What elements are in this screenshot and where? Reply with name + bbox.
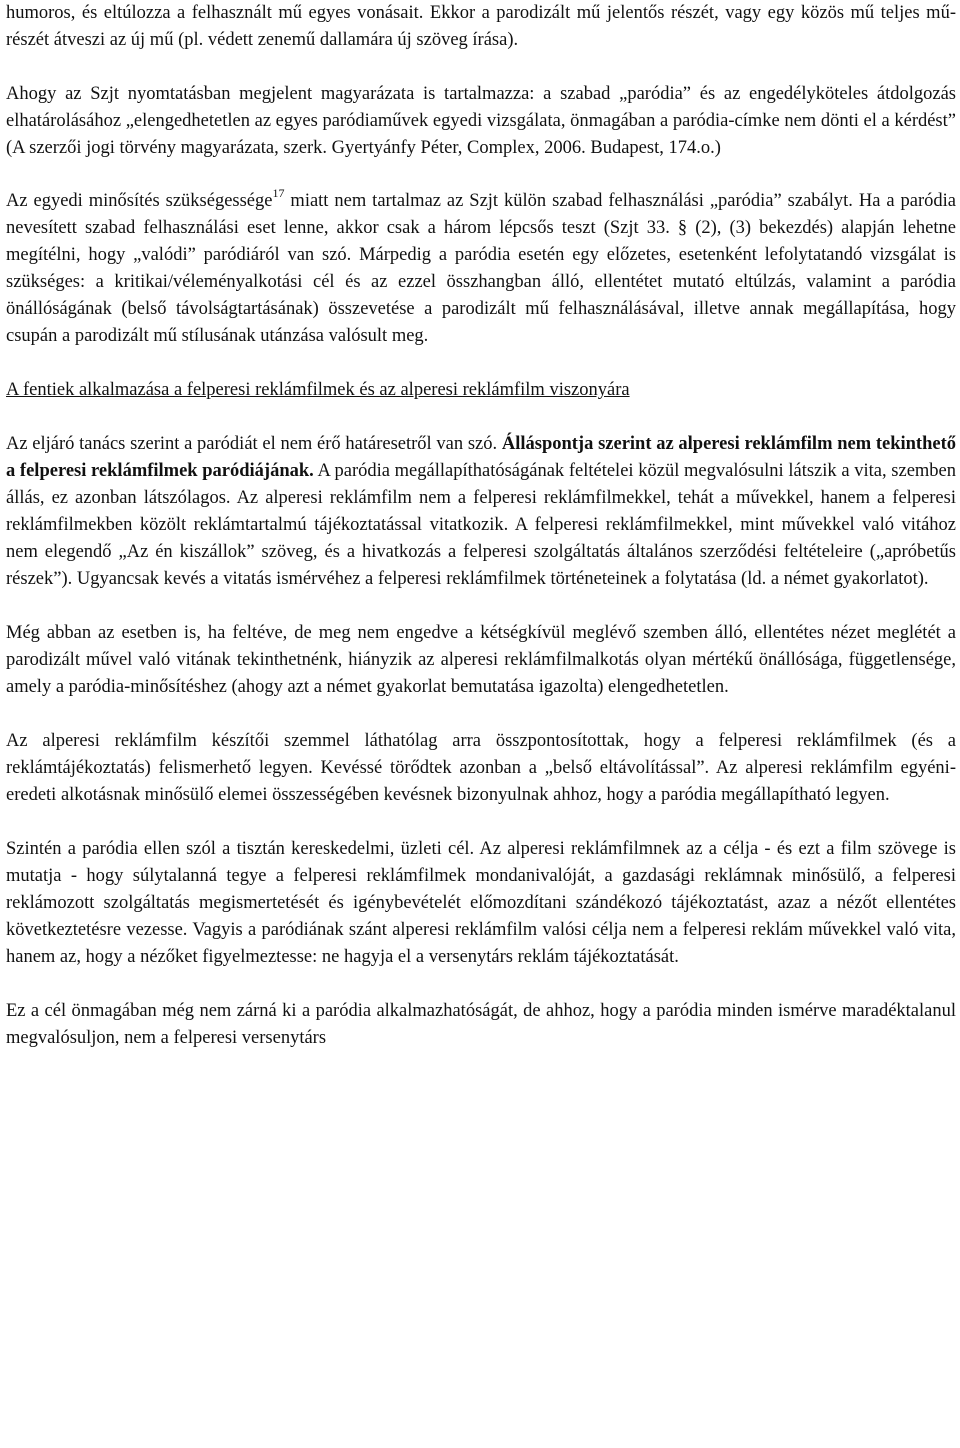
paragraph-commentary: Ahogy az Szjt nyomtatásban megjelent magyarázata is tartalmazza: a szabad „paródia” és az engedélyköteles átdolgozás elhatárolásához „elengedhetetlen az egyes paródiaművek egyedi vizsgálata, önmagában a paródia-címke nem dönti el a kérdést” (A szerzői jogi törvény magyarázata, szerk. Gyertyánfy Péter, Complex, 2006. Budapest, 174.o.) <box>6 84 956 158</box>
paragraph-conclusion: Ez a cél önmagában még nem zárná ki a paródia alkalmazhatóságát, de ahhoz, hogy a paródia minden ismérve maradéktalanul megvalósuljon, nem a felperesi versenytárs <box>6 1001 956 1048</box>
paragraph-commercial-purpose: Szintén a paródia ellen szól a tisztán kereskedelmi, üzleti cél. Az alperesi reklámfilmnek az a célja - és ezt a film szövege is mutatja - hogy súlytalanná tegye a felperesi reklámfilmek mondanivalóját, a gazdasági reklámnak minősülő, a felperesi reklámozott szolgáltatás megismertetését és igénybevételét előmozdítani szándékozó tájékoztatást, azaz a nézőt ellentétes következtetésre vezesse. Vagyis a paródiának szánt alperesi reklámfilm valósi célja nem a felperesi reklám művekkel való vita, hanem az, hogy a nézőket figyelmeztesse: ne hagyja el a versenytárs reklám tájékoztatását. <box>6 839 956 967</box>
footnote-ref: 17 <box>272 186 285 200</box>
paragraph-text: A paródia megállapíthatóságának feltételei közül megvalósulni látszik a vita, szemben állás, ez azonban látszólagos. Az alperesi reklámfilm nem a felperesi reklámfilmekkel, tehát a művekkel, hanem a felperesi reklámfilmekben közölt reklámtartalmú tájékoztatással vitatkozik. A felperesi reklámfilmekkel, mint művekkel való vitához nem elegendő „Az én kiszállok” szöveg, és a hivatkozás a felperesi szolgáltatás általános szerződési feltételeire („apróbetűs részek”). Ugyancsak kevés a vitatás ismérvéhez a felperesi reklámfilmek történeteinek a folytatása (ld. a német gyakorlatot). <box>6 461 957 589</box>
bold-statement: Álláspontja szerint az alperesi reklámfilm nem tekinthető a felperesi reklámfilmek paródiájának. <box>6 434 956 481</box>
paragraph-tribunal-view <box>6 431 956 593</box>
section-heading: A fentiek alkalmazása a felperesi reklámfilmek és az alperesi reklámfilm viszonyára <box>6 380 630 400</box>
paragraph-text: Az eljáró tanács szerint a paródiát el nem érő határesetről van szó. <box>6 434 502 454</box>
paragraph-makers-focus: Az alperesi reklámfilm készítői szemmel láthatólag arra összpontosítottak, hogy a felperesi reklámfilmek (és a reklámtájékoztatás) felismerhető legyen. Kevéssé törődtek azonban a „belső eltávolítással”. Az alperesi reklámfilm egyéni-eredeti alkotásnak minősülő elemei összességében kevésnek bizonyulnak ahhoz, hogy a paródia megállapítható legyen. <box>6 731 956 805</box>
paragraph-individual-assessment <box>6 188 956 350</box>
paragraph-even-in-case: Még abban az esetben is, ha feltéve, de meg nem engedve a kétségkívül meglévő szemben álló, ellentétes nézet meglétét a parodizált művel való vitának tekinthetnénk, hiányzik az alperesi reklámfilmalkotás olyan mértékű önállósága, függetlensége, amely a paródia-minősítéshez (ahogy azt a német gyakorlat bemutatása igazolta) elengedhetetlen. <box>6 623 956 697</box>
paragraph-intro: humoros, és eltúlozza a felhasznált mű egyes vonásait. Ekkor a parodizált mű jelentős részét, vagy egy közös mű teljes mű-részét átveszi az új mű (pl. védett zenemű dallamára új szöveg írása). <box>6 3 956 50</box>
document-page <box>6 0 956 1052</box>
paragraph-text: miatt nem tartalmaz az Szjt külön szabad felhasználási „paródia” szabályt. Ha a paródia nevesített szabad felhasználási eset lenne, akkor csak a három lépcsős teszt (Szjt 33. § (2), (3) bekezdés) alapján lehetne megítélni, hogy „valódi” paródiáról van szó. Márpedig a paródia esetén egy előzetes, esetenként lefolytatandó vizsgálat is szükséges: a kritikai/véleményalkotási cél és az ezzel összhangban álló, ellentétet mutató eltúlzás, valamint a paródia önállóságának (belső távolságtartásának) összevetése a parodizált mű felhasználásával, illetve annak megállapítása, hogy csupán a parodizált mű stílusának utánzása valósult meg. <box>6 191 956 346</box>
paragraph-text: Az egyedi minősítés szükségessége <box>6 191 273 211</box>
